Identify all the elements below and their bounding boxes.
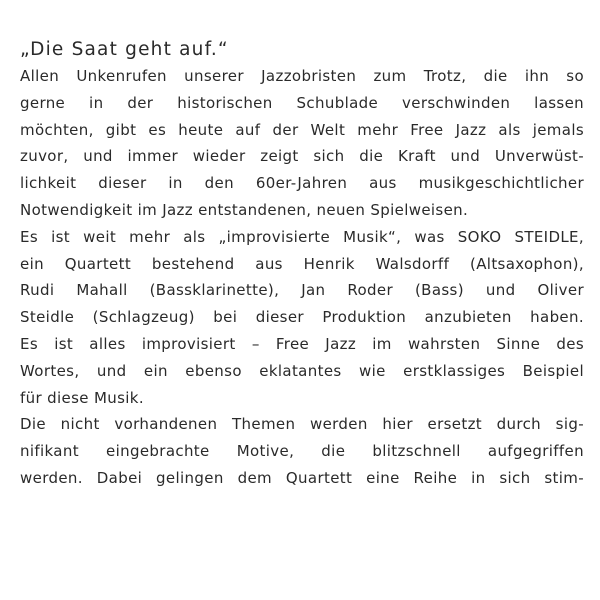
text-line: Die nicht vorhandenen Themen werden hier ersetzt durch sig- [20,415,584,434]
liner-notes-page [20,36,584,492]
text-line: nifikant eingebrachte Motive, die blitzschnell aufgegriffen [20,442,584,461]
text-line: gerne in der historischen Schublade verschwinden lassen [20,93,584,112]
text-line: werden. Dabei gelingen dem Quartett eine Reihe in sich stim- [20,468,584,487]
text-line: ein Quartett bestehend aus Henrik Walsdorff (Altsaxophon), [20,254,584,273]
text-line: Wortes, und ein ebenso eklatantes wie erstklassiges Beispiel [20,361,584,380]
page-title: „Die Saat geht auf.“ [20,39,229,60]
text-line: Steidle (Schlagzeug) bei dieser Produktion anzubieten haben. [20,308,584,327]
text-line: lichkeit dieser in den 60er-Jahren aus musikgeschichtlicher [20,174,584,193]
text-line: möchten, gibt es heute auf der Welt mehr Free Jazz als jemals [20,120,584,139]
text-line: Notwendigkeit im Jazz entstandenen, neuen Spielweisen. [20,200,469,219]
text-line: für diese Musik. [20,388,144,407]
text-line: Allen Unkenrufen unserer Jazzobristen zum Trotz, die ihn so [20,67,584,85]
text-line: Es ist alles improvisiert – Free Jazz im wahrsten Sinne des [20,334,584,353]
text-line: zuvor, und immer wieder zeigt sich die Kraft und Unverwüst- [20,147,584,166]
text-line: Es ist weit mehr als „improvisierte Musik“, was SOKO STEIDLE, [20,227,584,246]
text-line: Rudi Mahall (Bassklarinette), Jan Roder (Bass) und Oliver [20,281,584,300]
